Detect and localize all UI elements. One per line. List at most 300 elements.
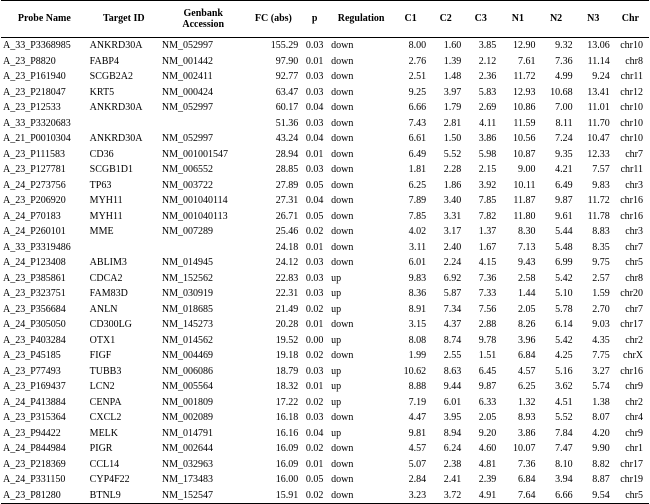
cell-c1: 1.81 (408, 164, 427, 175)
cell-n2: 9.32 (555, 40, 573, 51)
header-chr: Chr (612, 1, 649, 38)
header-c2: C2 (428, 1, 463, 38)
cell-c2: 2.28 (443, 164, 462, 175)
cell-chr: chr10 (620, 117, 643, 129)
cell-target-id: LCN2 (89, 381, 115, 392)
cell-chr: chr16 (620, 210, 643, 222)
cell-c1: 6.49 (408, 148, 427, 160)
cell-probe-name: A_33_P3320683 (3, 117, 71, 129)
cell-probe-name: A_23_P323751 (3, 288, 66, 299)
cell-n3: 8.07 (592, 412, 610, 423)
cell-p-value: 0.04 (305, 427, 324, 439)
cell-c2: 1.79 (443, 102, 462, 113)
cell-c1: 3.23 (393, 488, 428, 504)
cell-probe-name: A_24_P413884 (3, 396, 66, 408)
cell-n3: 9.83 (592, 179, 610, 191)
cell-p-value: 0.05 (305, 210, 324, 222)
cell-n1: 11.59 (513, 117, 536, 129)
cell-c2: 2.55 (443, 350, 462, 361)
cell-c2: 3.40 (443, 195, 462, 206)
cell-regulation: down (331, 133, 354, 144)
cell-probe-name: A_23_P218047 (3, 86, 66, 98)
cell-probe-name: A_23_P356684 (3, 303, 66, 315)
cell-p-value: 0.02 (305, 443, 324, 454)
cell-c3: 2.05 (478, 412, 497, 423)
table-row (1, 85, 649, 101)
cell-c2: 1.39 (443, 55, 462, 67)
cell-n3: 11.01 (587, 102, 610, 113)
cell-n2: 5.10 (555, 288, 573, 299)
cell-p-value: 0.01 (305, 241, 324, 253)
cell-n3: 7.75 (592, 350, 610, 361)
header-c3: C3 (463, 1, 498, 38)
cell-target-id (88, 240, 160, 256)
cell-regulation: up (331, 272, 342, 284)
cell-fc-abs: 16.00 (275, 474, 299, 485)
cell-n1: 1.32 (518, 396, 536, 408)
cell-chr: chr7 (625, 148, 643, 160)
cell-n3: 9.75 (592, 257, 610, 268)
cell-p-value: 0.02 (305, 350, 324, 361)
cell-probe-name: A_24_P70183 (3, 210, 61, 222)
cell-p-value: 0.03 (305, 288, 324, 299)
cell-p-value: 0.01 (305, 381, 324, 392)
table-row (1, 224, 649, 240)
cell-c2: 3.97 (443, 86, 462, 98)
cell-fc-abs: 63.47 (275, 86, 299, 98)
cell-n2: 9.61 (555, 210, 573, 222)
cell-fc-abs: 43.24 (275, 133, 299, 144)
cell-c2: 8.94 (443, 427, 462, 439)
cell-regulation: down (331, 458, 354, 470)
cell-n1: 8.93 (518, 412, 536, 423)
table-row (1, 147, 649, 163)
cell-chr: chr5 (612, 488, 649, 504)
cell-n1: 6.84 (518, 474, 536, 485)
cell-genbank-accession: NM_014562 (161, 334, 214, 346)
cell-genbank-accession (160, 240, 247, 256)
cell-fc-abs: 27.89 (275, 179, 299, 191)
cell-target-id: FAM83D (89, 288, 128, 299)
cell-n1: 11.72 (513, 71, 536, 82)
cell-regulation: down (331, 55, 354, 67)
table-row (1, 379, 649, 395)
cell-target-id: SCGB1D1 (89, 164, 134, 175)
cell-probe-name: A_33_P3319486 (3, 241, 71, 253)
cell-fc-abs: 24.18 (275, 241, 299, 253)
cell-target-id: FIGF (89, 350, 112, 361)
cell-regulation: down (331, 350, 354, 361)
cell-n2: 6.49 (555, 179, 573, 191)
cell-n1: 8.26 (518, 319, 536, 330)
cell-genbank-accession: NM_145273 (161, 319, 214, 330)
cell-c3: 4.15 (478, 257, 497, 268)
cell-c3: 3.85 (478, 40, 497, 51)
cell-c1: 8.00 (408, 40, 427, 51)
cell-n2: 7.47 (555, 443, 573, 454)
cell-c1: 2.76 (408, 55, 427, 67)
cell-n2: 6.99 (555, 257, 573, 268)
cell-chr: chr20 (620, 288, 643, 299)
cell-probe-name: A_23_P169437 (3, 381, 66, 392)
cell-n1: 10.11 (513, 179, 536, 191)
cell-fc-abs: 26.71 (275, 210, 299, 222)
cell-chr: chr19 (620, 474, 643, 485)
table-row (1, 131, 649, 147)
cell-n3: 11.14 (587, 55, 610, 67)
cell-n2: 4.99 (555, 71, 573, 82)
table-row (1, 271, 649, 287)
cell-c2: 2.81 (443, 117, 462, 129)
cell-n2: 5.42 (555, 272, 573, 284)
cell-regulation: down (331, 474, 354, 485)
cell-c1: 9.81 (408, 427, 427, 439)
cell-c1: 2.51 (408, 71, 427, 82)
cell-c3: 7.85 (478, 195, 497, 206)
cell-n3: 5.74 (592, 381, 610, 392)
cell-c3: 6.33 (478, 396, 497, 408)
cell-fc-abs: 20.28 (275, 319, 299, 330)
cell-p-value: 0.04 (305, 195, 324, 206)
cell-genbank-accession: NM_001001547 (161, 148, 229, 160)
cell-genbank-accession: NM_001809 (161, 396, 214, 408)
table-row (1, 209, 649, 225)
cell-regulation: down (331, 148, 354, 160)
cell-c3: 5.98 (478, 148, 497, 160)
cell-chr: chr2 (625, 396, 643, 408)
cell-c2: 5.87 (443, 288, 462, 299)
cell-chr: chr11 (620, 71, 643, 82)
cell-chr: chr10 (620, 40, 643, 51)
cell-chr: chr7 (625, 303, 643, 315)
cell-regulation: down (329, 488, 393, 504)
cell-c1: 3.11 (409, 241, 427, 253)
cell-n2: 7.84 (555, 427, 573, 439)
header-c1: C1 (393, 1, 428, 38)
cell-c2: 1.50 (443, 133, 462, 144)
cell-target-id: FABP4 (89, 55, 119, 67)
cell-c2: 7.34 (443, 303, 462, 315)
cell-regulation: down (331, 210, 354, 222)
cell-c2: 2.41 (443, 474, 462, 485)
cell-n3: 9.03 (592, 319, 610, 330)
table-row (1, 488, 649, 504)
cell-n3: 12.33 (587, 148, 610, 160)
cell-target-id: ABLIM3 (89, 257, 127, 268)
cell-genbank-accession: NM_001442 (161, 55, 214, 67)
cell-n3: 11.70 (587, 117, 610, 129)
cell-n1: 12.90 (513, 40, 536, 51)
header-n3: N3 (575, 1, 612, 38)
cell-fc-abs: 16.09 (275, 458, 299, 470)
cell-c3: 6.45 (478, 365, 497, 377)
cell-c2: 3.31 (443, 210, 462, 222)
cell-n1: 11.80 (513, 210, 536, 222)
table-row (1, 116, 649, 132)
cell-n1: 7.61 (518, 55, 536, 67)
cell-c1: 4.47 (408, 412, 427, 423)
cell-c1: 3.15 (408, 319, 427, 330)
cell-regulation: down (331, 40, 354, 51)
cell-regulation: down (331, 179, 354, 191)
cell-n3: 8.87 (592, 474, 610, 485)
cell-p-value: 0.04 (305, 102, 324, 113)
cell-n3: 9.54 (575, 488, 612, 504)
cell-regulation: down (331, 257, 354, 268)
cell-genbank-accession: NM_018685 (161, 303, 214, 315)
cell-c1: 6.01 (408, 257, 427, 268)
cell-probe-name: A_24_P844984 (3, 443, 66, 454)
cell-probe-name: A_23_P315364 (3, 412, 66, 423)
cell-p-value: 0.03 (305, 272, 324, 284)
cell-regulation: down (331, 102, 354, 113)
cell-c1: 7.85 (408, 210, 427, 222)
cell-c1: 7.43 (408, 117, 427, 129)
cell-n1: 7.13 (518, 241, 536, 253)
table-row (1, 38, 649, 54)
cell-p-value: 0.00 (305, 334, 324, 346)
cell-fc-abs: 22.31 (275, 288, 299, 299)
cell-c2: 1.48 (443, 71, 462, 82)
cell-fc-abs: 17.22 (275, 396, 299, 408)
cell-n3: 8.82 (592, 458, 610, 470)
cell-c1: 6.25 (408, 179, 427, 191)
cell-n2: 9.87 (555, 195, 573, 206)
cell-c3: 4.91 (463, 488, 498, 504)
cell-probe-name: A_23_P161940 (3, 71, 66, 82)
cell-regulation: up (331, 303, 342, 315)
cell-target-id: MME (89, 226, 114, 237)
cell-c2: 2.40 (443, 241, 462, 253)
cell-fc-abs: 51.36 (275, 117, 299, 129)
cell-n3: 1.59 (592, 288, 610, 299)
table-row (1, 441, 649, 457)
cell-c3: 1.67 (478, 241, 497, 253)
cell-c2: 5.52 (443, 148, 462, 160)
cell-c2: 1.60 (443, 40, 462, 51)
cell-c3: 7.36 (478, 272, 497, 284)
cell-genbank-accession: NM_006086 (161, 365, 214, 377)
cell-n1: 9.43 (518, 257, 536, 268)
cell-n2: 5.44 (555, 226, 573, 237)
cell-c1: 9.83 (408, 272, 427, 284)
cell-fc-abs: 19.52 (275, 334, 299, 346)
cell-p-value: 0.04 (305, 133, 324, 144)
cell-probe-name: A_23_P81280 (1, 488, 88, 504)
cell-regulation: down (331, 319, 354, 330)
table-row (1, 457, 649, 473)
table-row (1, 302, 649, 318)
cell-c2: 3.17 (443, 226, 462, 237)
cell-regulation: up (331, 427, 342, 439)
cell-probe-name: A_23_P206920 (3, 195, 66, 206)
cell-genbank-accession: NM_052997 (161, 102, 214, 113)
cell-target-id: OTX1 (89, 334, 116, 346)
table-row (1, 410, 649, 426)
header-regulation: Regulation (329, 1, 393, 38)
cell-regulation: up (331, 288, 342, 299)
cell-c3: 5.83 (478, 86, 497, 98)
cell-p-value: 0.01 (305, 148, 324, 160)
cell-fc-abs: 27.31 (275, 195, 299, 206)
cell-c2: 2.38 (443, 458, 462, 470)
cell-c2: 2.24 (443, 257, 462, 268)
cell-probe-name: A_21_P0010304 (3, 133, 71, 144)
cell-chr: chr4 (625, 412, 643, 423)
table-row (1, 364, 649, 380)
cell-genbank-accession: NM_000424 (161, 86, 214, 98)
cell-chr: chr16 (620, 365, 643, 377)
table-row (1, 395, 649, 411)
cell-n2: 7.24 (555, 133, 573, 144)
cell-chr: chr10 (620, 102, 643, 113)
cell-regulation: down (331, 117, 354, 129)
cell-p-value: 0.02 (300, 488, 329, 504)
cell-target-id: BTNL9 (88, 488, 160, 504)
cell-target-id: CCL14 (89, 458, 120, 470)
table-row (1, 255, 649, 271)
cell-c1: 7.19 (408, 396, 427, 408)
cell-p-value: 0.03 (305, 257, 324, 268)
cell-genbank-accession: NM_003722 (161, 179, 214, 191)
cell-p-value: 0.03 (305, 40, 324, 51)
cell-n2: 10.68 (550, 86, 573, 98)
cell-n2: 6.66 (538, 488, 575, 504)
header-row (1, 1, 649, 38)
cell-target-id: CD300LG (89, 319, 132, 330)
cell-probe-name: A_23_P12533 (3, 102, 61, 113)
cell-genbank-accession: NM_006552 (161, 164, 214, 175)
cell-c1: 5.07 (408, 458, 427, 470)
cell-n1: 10.07 (513, 443, 536, 454)
cell-n1: 10.56 (513, 133, 536, 144)
cell-regulation: down (331, 226, 354, 237)
cell-c3: 2.15 (478, 164, 497, 175)
cell-n3: 13.41 (587, 86, 610, 98)
cell-n2: 4.51 (555, 396, 573, 408)
cell-regulation: down (331, 443, 354, 454)
cell-n2: 4.25 (555, 350, 573, 361)
cell-genbank-accession: NM_005564 (161, 381, 214, 392)
cell-c1: 4.02 (408, 226, 427, 237)
cell-regulation: down (331, 241, 354, 253)
cell-n3: 4.20 (592, 427, 610, 439)
cell-chr: chr11 (620, 164, 643, 175)
cell-n1: 7.36 (518, 458, 536, 470)
cell-n2: 8.10 (555, 458, 573, 470)
cell-probe-name: A_24_P331150 (3, 474, 66, 485)
header-p: p (300, 1, 329, 38)
cell-genbank-accession: NM_014791 (161, 427, 214, 439)
cell-genbank-accession: NM_002411 (161, 71, 213, 82)
cell-genbank-accession: NM_030919 (161, 288, 214, 299)
cell-p-value: 0.02 (305, 303, 324, 315)
cell-probe-name: A_23_P218369 (3, 458, 66, 470)
cell-c1: 10.62 (403, 365, 427, 377)
cell-c2: 6.92 (443, 272, 462, 284)
cell-fc-abs: 16.18 (275, 412, 299, 423)
cell-regulation: down (331, 86, 354, 98)
cell-chr: chr17 (620, 458, 643, 470)
cell-n3: 9.90 (592, 443, 610, 454)
cell-n2: 5.16 (555, 365, 573, 377)
cell-target-id: MELK (89, 427, 119, 439)
cell-genbank-accession: NM_007289 (161, 226, 214, 237)
cell-n1: 3.86 (518, 427, 536, 439)
cell-genbank-accession: NM_004469 (161, 350, 214, 361)
cell-probe-name: A_24_P273756 (3, 179, 66, 191)
cell-n1: 10.87 (513, 148, 536, 160)
table-row (1, 193, 649, 209)
cell-probe-name: A_24_P305050 (3, 319, 66, 330)
cell-probe-name: A_23_P45185 (3, 350, 61, 361)
cell-c3: 1.51 (478, 350, 497, 361)
header-n1: N1 (498, 1, 537, 38)
cell-c1: 8.91 (408, 303, 427, 315)
cell-genbank-accession: NM_152547 (160, 488, 247, 504)
cell-chr: chr3 (625, 179, 643, 191)
cell-n1: 11.87 (513, 195, 536, 206)
cell-c3: 2.88 (478, 319, 497, 330)
cell-n1: 7.64 (498, 488, 537, 504)
cell-genbank-accession: NM_173483 (161, 474, 214, 485)
gene-expression-table (1, 0, 649, 504)
cell-c3: 9.20 (478, 427, 497, 439)
cell-n3: 3.27 (592, 365, 610, 377)
cell-fc-abs: 28.85 (275, 164, 299, 175)
cell-target-id: PIGR (89, 443, 113, 454)
header-n2: N2 (538, 1, 575, 38)
cell-genbank-accession: NM_014945 (161, 257, 214, 268)
cell-n2: 8.11 (555, 117, 573, 129)
cell-target-id: CENPA (89, 396, 122, 408)
cell-n2: 5.48 (555, 241, 573, 253)
table-row (1, 317, 649, 333)
cell-n3: 13.06 (587, 40, 610, 51)
cell-p-value: 0.02 (305, 396, 324, 408)
cell-n2: 7.00 (555, 102, 573, 113)
cell-c1: 2.84 (408, 474, 427, 485)
cell-c3: 4.11 (479, 117, 497, 129)
cell-c3: 7.33 (478, 288, 497, 299)
cell-n1: 1.44 (518, 288, 536, 299)
cell-target-id: CDCA2 (89, 272, 123, 284)
cell-fc-abs: 18.79 (275, 365, 299, 377)
cell-c1: 9.25 (408, 86, 427, 98)
table-row (1, 333, 649, 349)
cell-p-value: 0.03 (305, 86, 324, 98)
table-row (1, 178, 649, 194)
table-row (1, 69, 649, 85)
cell-c3: 9.87 (478, 381, 497, 392)
cell-n1: 2.58 (518, 272, 536, 284)
cell-regulation: down (331, 164, 354, 175)
cell-fc-abs: 15.91 (247, 488, 301, 504)
cell-target-id: KRT5 (89, 86, 115, 98)
cell-probe-name: A_23_P127781 (3, 164, 66, 175)
cell-n3: 1.38 (592, 396, 610, 408)
cell-c3: 2.12 (478, 55, 497, 67)
cell-n3: 11.72 (587, 195, 610, 206)
header-target-id: Target ID (88, 1, 160, 38)
cell-genbank-accession: NM_001040113 (161, 210, 228, 222)
cell-c3: 7.82 (478, 210, 497, 222)
cell-genbank-accession: NM_002644 (161, 443, 214, 454)
cell-probe-name: A_23_P94422 (3, 427, 61, 439)
cell-c3: 2.36 (478, 71, 497, 82)
table-row (1, 240, 649, 256)
cell-genbank-accession: NM_001040114 (161, 195, 228, 206)
